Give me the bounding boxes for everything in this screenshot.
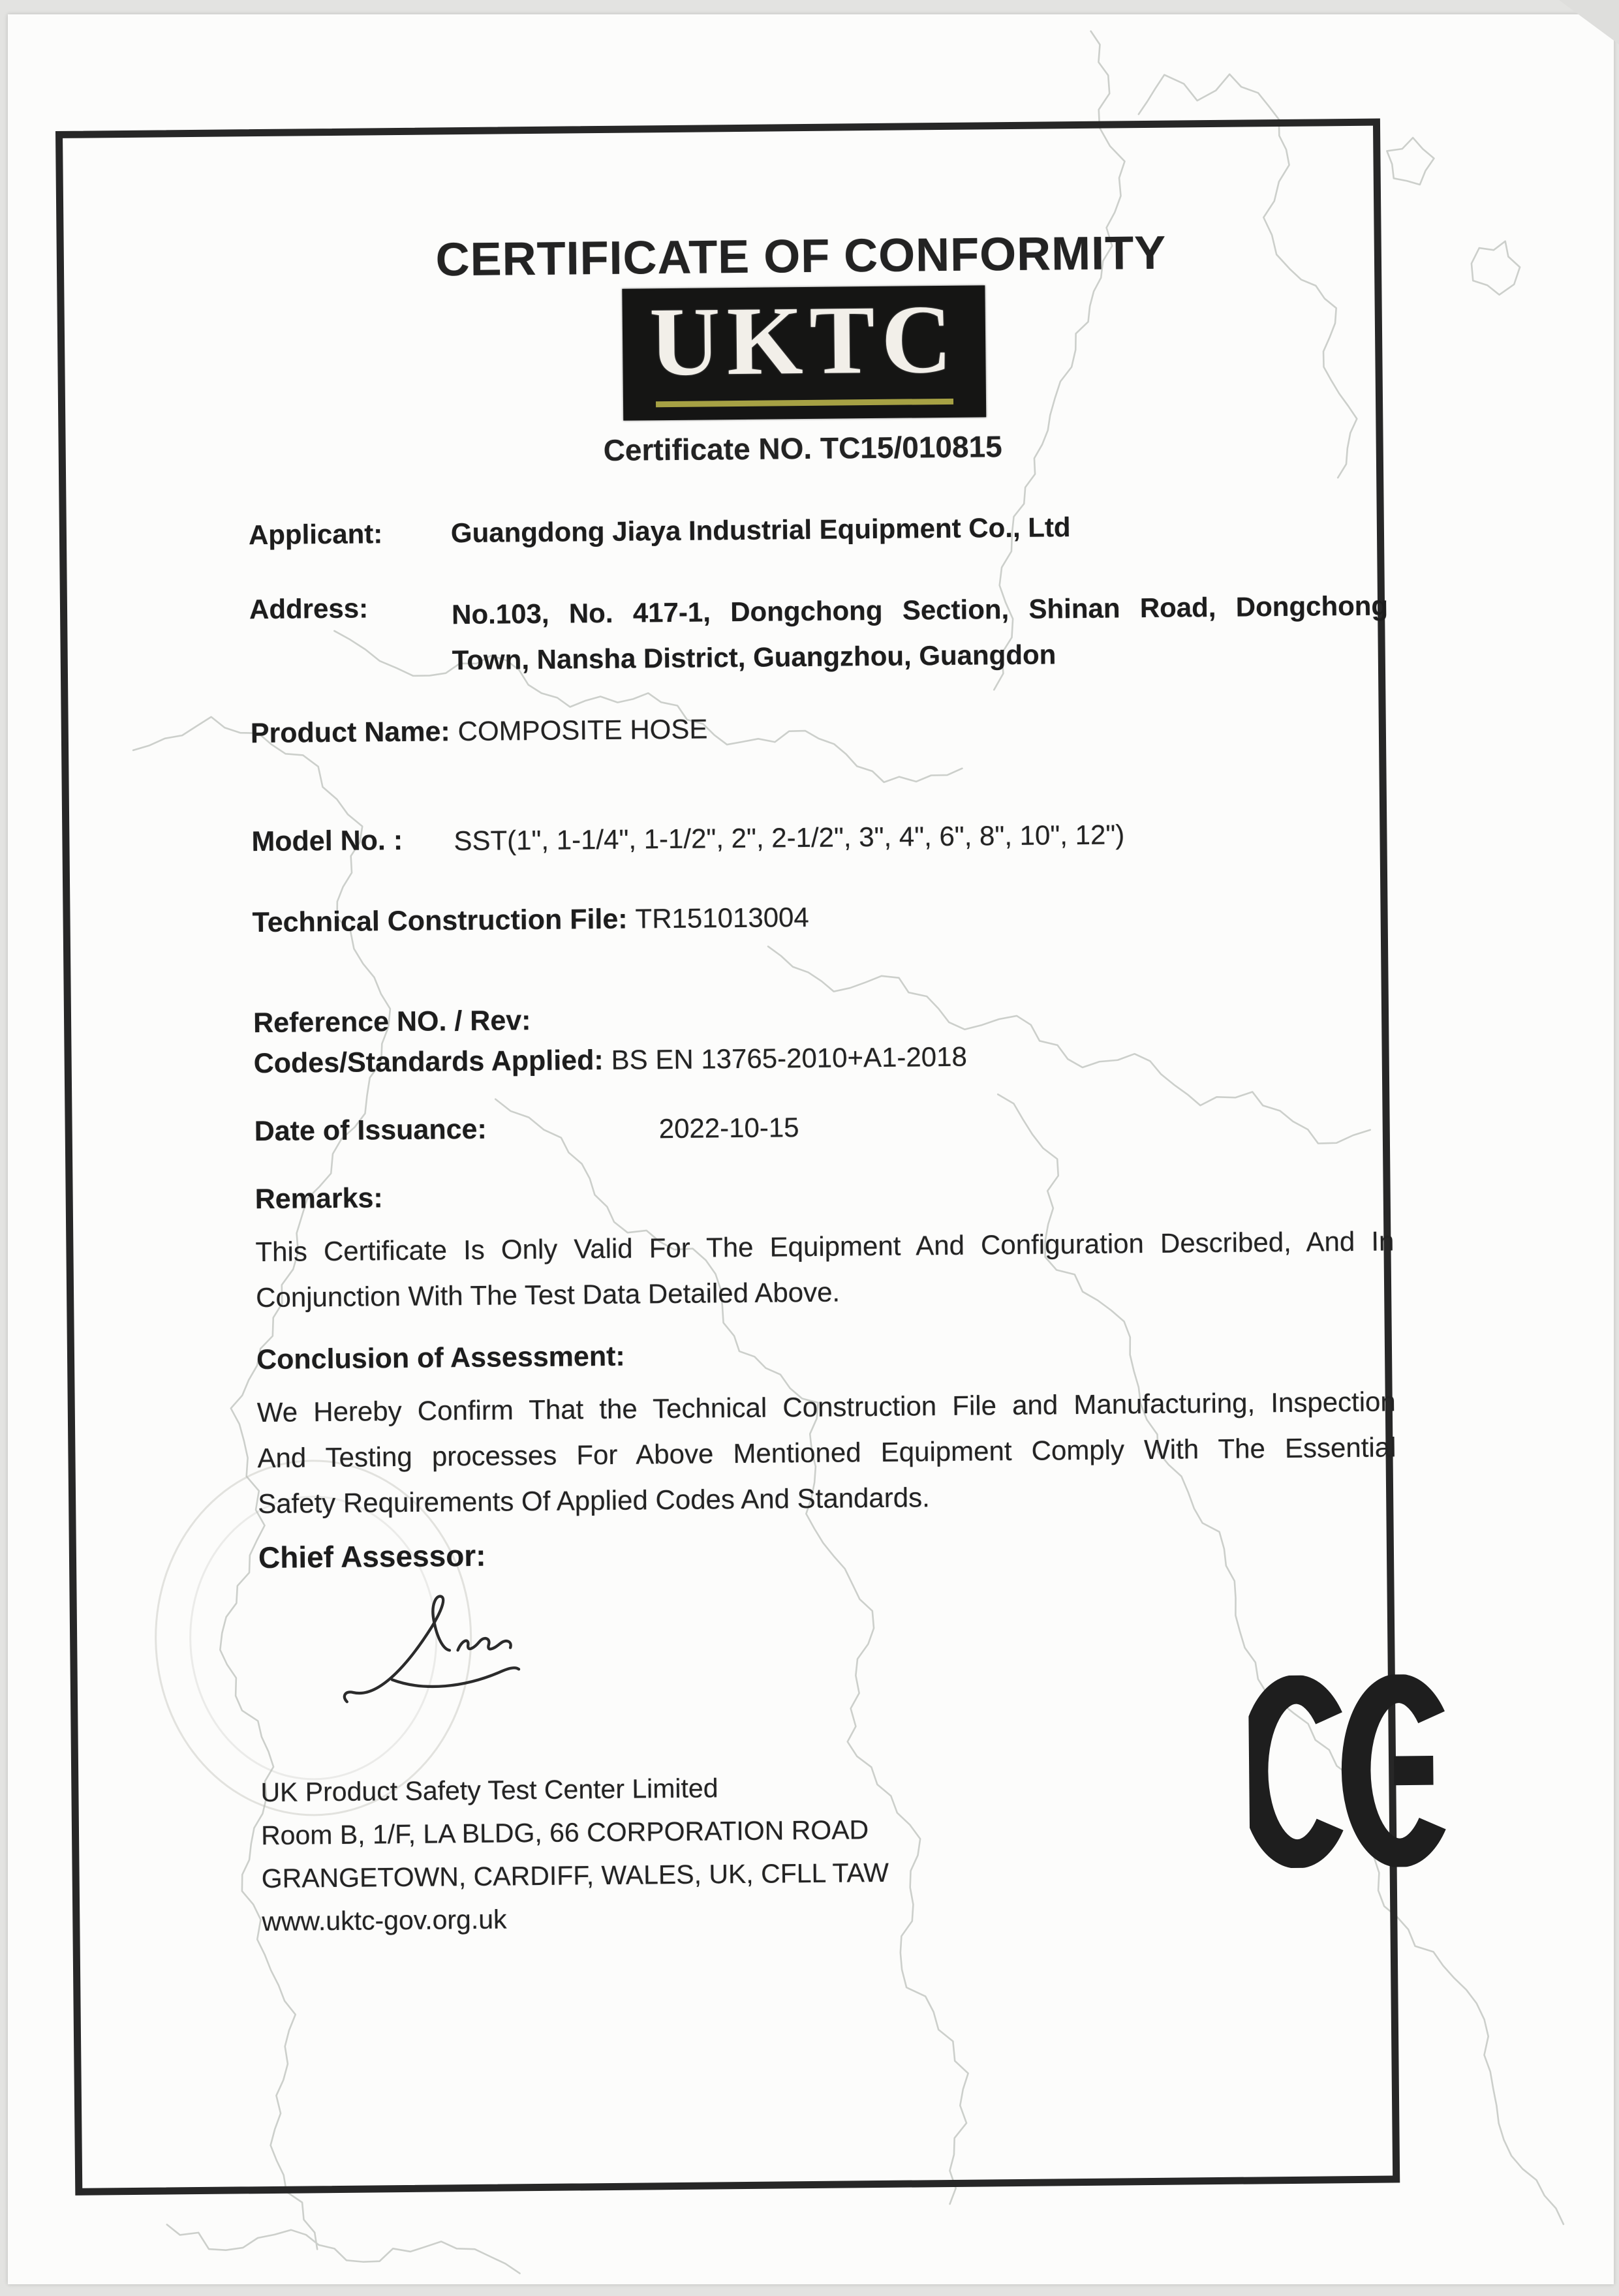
conclusion-line: Safety Requirements Of Applied Codes And Standards. [257, 1482, 930, 1520]
conclusion-line: And Testing processes For Above Mentioned Equipment Comply With The Essential [257, 1431, 1396, 1474]
ce-mark-icon [1248, 1674, 1459, 1869]
remarks-body [255, 1218, 1395, 1321]
uktc-logo [622, 285, 986, 420]
codes-standards-value: BS EN 13765-2010+A1-2018 [611, 1041, 968, 1075]
footer-website: www.uktc-gov.org.uk [262, 1904, 507, 1937]
footer-address-line2: GRANGETOWN, CARDIFF, WALES, UK, CFLL TAW [261, 1857, 889, 1894]
signature-stroke [457, 1638, 510, 1651]
footer-address-line1: Room B, 1/F, LA BLDG, 66 CORPORATION ROAD [260, 1814, 869, 1851]
product-name-row [251, 713, 708, 750]
address-line: Town, Nansha District, Guangzhou, Guangdon [452, 639, 1056, 676]
applicant-value: Guangdong Jiaya Industrial Equipment Co., Ltd [450, 512, 1071, 549]
date-of-issuance-label: Date of Issuance: [254, 1113, 487, 1148]
tcf-label: Technical Construction File: [252, 903, 628, 939]
model-no-label: Model No. : [251, 824, 403, 858]
issuer-block [260, 1765, 889, 1943]
codes-standards-row [253, 1041, 967, 1080]
uktc-logo-underline [656, 399, 953, 407]
footer-company: UK Product Safety Test Center Limited [260, 1773, 718, 1808]
chief-assessor-heading: Chief Assessor: [258, 1538, 486, 1575]
conclusion-line: We Hereby Confirm That the Technical Construction File and Manufacturing, Inspection [256, 1386, 1396, 1428]
address-line: No.103, No. 417-1, Dongchong Section, Shinan Road, Dongchong [451, 590, 1389, 630]
address-label: Address: [249, 592, 369, 625]
tcf-value: TR151013004 [635, 901, 809, 934]
ce-letter-e [1355, 1688, 1434, 1853]
map-outline [1387, 138, 1434, 185]
signature-stroke [392, 1668, 519, 1687]
address-value [452, 583, 1389, 683]
tcf-row [252, 902, 809, 939]
assessor-signature [330, 1587, 527, 1719]
remarks-line: Conjunction With The Test Data Detailed Above. [255, 1276, 840, 1313]
reference-label: Reference NO. / Rev: [253, 1005, 531, 1039]
model-no-value: SST(1", 1-1/4", 1-1/2", 2", 2-1/2", 3", 4", 6", 8", 10", 12") [454, 819, 1125, 857]
uktc-logo-text: UKTC [649, 284, 959, 397]
conclusion-body [257, 1379, 1397, 1527]
page-title: CERTIFICATE OF CONFORMITY [435, 226, 1167, 286]
remarks-line: This Certificate Is Only Valid For The Equipment And Configuration Described, And In [255, 1225, 1395, 1268]
date-of-issuance-value: 2022-10-15 [658, 1112, 799, 1144]
conclusion-heading: Conclusion of Assessment: [256, 1340, 625, 1376]
codes-standards-label: Codes/Standards Applied: [253, 1045, 604, 1080]
applicant-label: Applicant: [248, 518, 383, 551]
remarks-heading: Remarks: [254, 1182, 383, 1216]
ce-letter-c [1253, 1689, 1331, 1854]
product-name-label: Product Name: [250, 716, 450, 750]
map-outline [167, 2221, 520, 2276]
certificate-number: Certificate NO. TC15/010815 [603, 429, 1002, 467]
product-name-value: COMPOSITE HOSE [457, 713, 708, 747]
